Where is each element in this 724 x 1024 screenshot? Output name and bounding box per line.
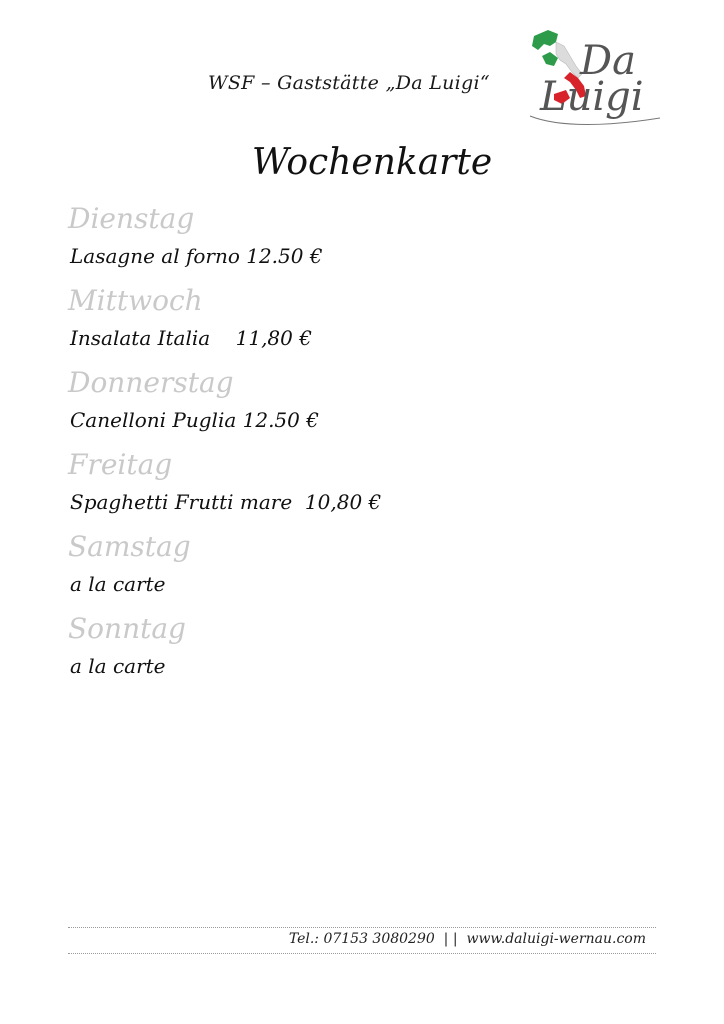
page-title: Wochenkarte xyxy=(251,142,493,183)
footer-contact: Tel.: 07153 3080290 | | www.daluigi-wernau.com xyxy=(288,931,646,947)
menu-day-saturday xyxy=(70,528,670,610)
footer-divider-top xyxy=(68,927,656,928)
menu-day-sunday xyxy=(70,610,670,692)
svg-text:Da: Da xyxy=(580,38,636,84)
menu-day-tuesday xyxy=(70,200,670,282)
menu-day-thursday xyxy=(70,364,670,446)
weekly-menu xyxy=(70,200,670,692)
restaurant-heading: WSF – Gaststätte „Da Luigi“ xyxy=(208,72,490,94)
day-name: Freitag xyxy=(68,448,173,481)
day-name: Donnerstag xyxy=(68,366,234,399)
day-name: Samstag xyxy=(68,530,191,563)
dish-with-price: Spaghetti Frutti mare 10,80 € xyxy=(70,490,382,514)
logo-lettering xyxy=(520,16,670,131)
day-name: Sonntag xyxy=(68,612,186,645)
menu-day-wednesday xyxy=(70,282,670,364)
menu-day-friday xyxy=(70,446,670,528)
dish-with-price: a la carte xyxy=(70,572,166,596)
day-name: Mittwoch xyxy=(68,284,203,317)
dish-with-price: Lasagne al forno 12.50 € xyxy=(70,244,323,268)
dish-with-price: Canelloni Puglia 12.50 € xyxy=(70,408,319,432)
dish-with-price: Insalata Italia 11,80 € xyxy=(70,326,312,350)
dish-with-price: a la carte xyxy=(70,654,166,678)
da-luigi-logo xyxy=(520,16,670,131)
svg-text:Luigi: Luigi xyxy=(540,74,644,120)
footer-divider-bottom xyxy=(68,953,656,954)
day-name: Dienstag xyxy=(68,202,195,235)
